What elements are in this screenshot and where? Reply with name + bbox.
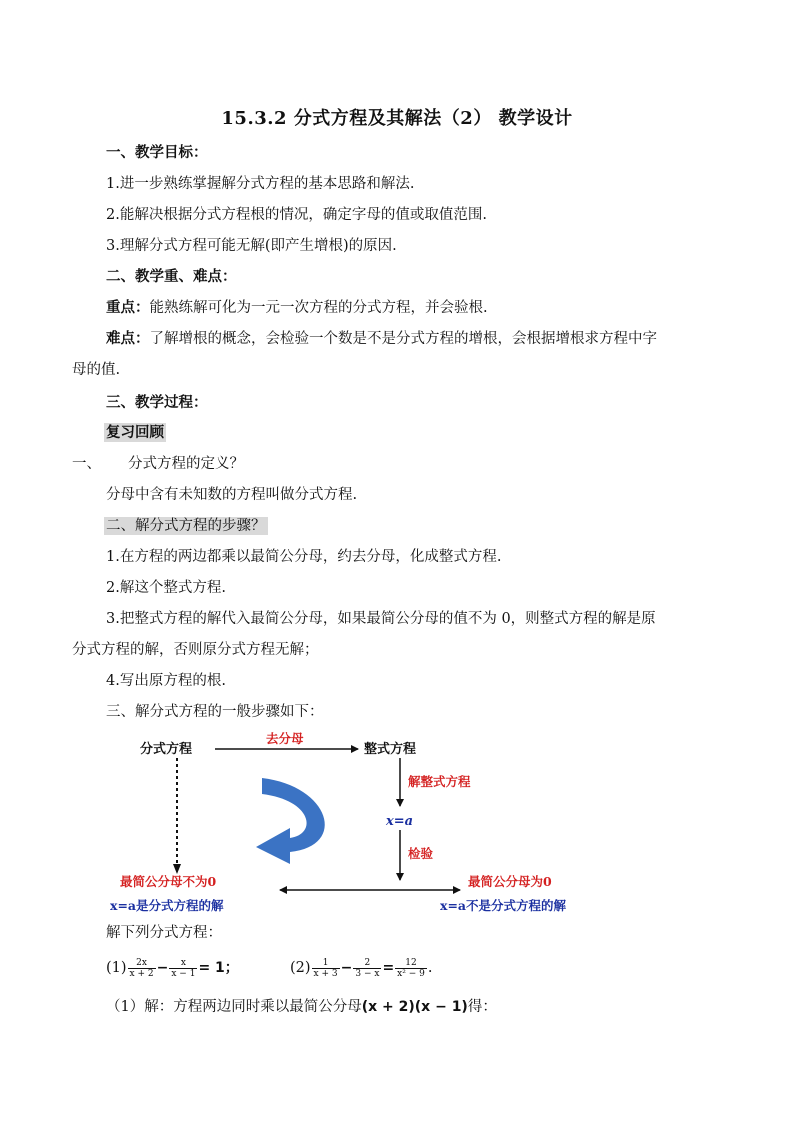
step-3-cont: 分式方程的解，否则原分式方程无解； xyxy=(72,642,319,658)
diagram-x-eq-a: x=a xyxy=(386,814,414,829)
diagram-remove-denominator: 去分母 xyxy=(266,731,304,746)
fraction-denominator: x + 2 xyxy=(129,968,154,979)
page-title: 15.3.2 分式方程及其解法（2） 教学设计 xyxy=(221,108,573,129)
minus-sign: − xyxy=(156,960,169,976)
problem-1-fraction-1 xyxy=(128,958,156,979)
diagram-check: 检验 xyxy=(408,846,434,861)
problem-1-fraction-2 xyxy=(169,958,197,979)
diagram-is-solution: x=a是分式方程的解 xyxy=(110,898,224,913)
section2-heading: 二、教学重、难点： xyxy=(106,268,237,285)
diagram-integral-eq: 整式方程 xyxy=(364,742,417,757)
step-4: 4.写出原方程的根. xyxy=(106,673,226,689)
solution-1-text: （1）解：方程两边同时乘以最简公分母 xyxy=(106,999,362,1015)
equals-sign: = xyxy=(382,960,395,976)
fraction-denominator: 3 − x xyxy=(355,968,380,979)
fraction-numerator: 1 xyxy=(312,958,340,969)
fraction-numerator: 2x xyxy=(128,958,156,969)
key-text: 能熟练解可化为一元一次方程的分式方程，并会验根. xyxy=(149,300,488,316)
problem-1-rhs: = 1； xyxy=(198,960,239,976)
section3-heading: 三、教学过程： xyxy=(106,394,208,411)
difficulty-text: 了解增根的概念，会检验一个数是不是分式方程的增根，会根据增根求方程中字 xyxy=(149,331,657,347)
exercise-intro: 解下列分式方程： xyxy=(106,925,222,941)
question-2-text: 二、解分式方程的步骤？ xyxy=(106,518,266,534)
objective-2: 2.能解决根据分式方程根的情况，确定字母的值或取值范围. xyxy=(106,207,487,223)
diagram-lcd-nonzero: 最简公分母不为0 xyxy=(120,874,217,889)
key-label: 重点： xyxy=(106,299,150,316)
fraction-numerator: 12 xyxy=(395,958,427,969)
diagram-lcd-zero: 最简公分母为0 xyxy=(468,874,552,889)
problem-2-label: (2) xyxy=(290,960,311,976)
problem-2-fraction-2 xyxy=(353,958,381,979)
objective-1: 1.进一步熟练掌握解分式方程的基本思路和解法. xyxy=(106,176,415,192)
step-2: 2.解这个整式方程. xyxy=(106,580,226,596)
question-1: 分式方程的定义？ xyxy=(128,456,244,472)
solution-1-end: 得： xyxy=(467,999,497,1015)
diagram-solve-integral: 解整式方程 xyxy=(408,774,471,789)
difficulty-text-cont: 母的值. xyxy=(72,362,121,378)
solution-1-intro xyxy=(106,997,497,1017)
question-3: 三、解分式方程的一般步骤如下： xyxy=(106,704,324,720)
problem-2 xyxy=(290,956,432,980)
problem-1-label: (1) xyxy=(106,960,127,976)
fraction-numerator: 2 xyxy=(353,958,381,969)
minus-sign: − xyxy=(340,960,353,976)
diagram-fractional-eq: 分式方程 xyxy=(140,742,193,757)
question-1-num: 一、 xyxy=(72,456,101,472)
answer-1: 分母中含有未知数的方程叫做分式方程. xyxy=(106,487,358,503)
problem-2-end: . xyxy=(427,960,433,976)
problem-2-fraction-1 xyxy=(312,958,340,979)
section1-heading: 一、教学目标： xyxy=(106,144,208,161)
diagram-not-solution: x=a不是分式方程的解 xyxy=(440,898,567,913)
curved-arrow-icon xyxy=(256,778,325,864)
problem-1 xyxy=(106,956,239,980)
problem-2-fraction-3 xyxy=(395,958,427,979)
fraction-denominator: x − 1 xyxy=(171,968,196,979)
review-label-text: 复习回顾 xyxy=(106,424,164,441)
fraction-denominator: x + 3 xyxy=(313,968,338,979)
step-3: 3.把整式方程的解代入最简公分母，如果最简公分母的值不为 0，则整式方程的解是原 xyxy=(106,611,656,627)
fraction-numerator: x xyxy=(169,958,197,969)
difficulty-label: 难点： xyxy=(106,330,150,347)
fraction-denominator: x² − 9 xyxy=(397,968,425,979)
solution-1-lcd: (x + 2)(x − 1) xyxy=(361,999,468,1015)
step-1: 1.在方程的两边都乘以最简公分母，约去分母，化成整式方程. xyxy=(106,549,502,565)
objective-3: 3.理解分式方程可能无解(即产生增根)的原因. xyxy=(106,238,397,254)
